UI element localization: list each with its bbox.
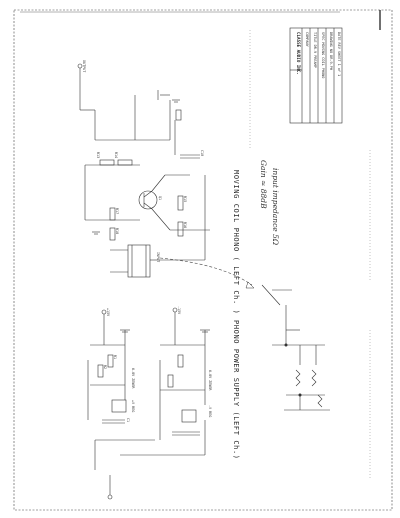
company-name: CLASSE AUDIO INC. xyxy=(296,32,301,75)
title-block-row-5: DATE REV SHEET 1 of 1 xyxy=(337,32,341,77)
title-block-row-2: TITLE DR-9 PREAMP xyxy=(313,32,317,68)
component-label: -V REG xyxy=(208,405,212,418)
title-block-row-1: COMPANY xyxy=(305,32,309,47)
component-label: R17 xyxy=(115,208,119,215)
component-label: R14 xyxy=(114,152,118,159)
component-label: OUTPUT xyxy=(82,60,86,73)
component-label: R1 xyxy=(113,355,117,360)
component-label: C1 xyxy=(126,418,130,423)
component-label: INPUT xyxy=(156,252,160,263)
component-label: 6.8V ZENER xyxy=(208,370,212,391)
title-block-row-4: DRAWING NO DR-9-PH xyxy=(329,32,333,70)
handwritten-sketch xyxy=(262,285,330,410)
gain-note: Gain ≈ 88dB xyxy=(259,160,268,209)
moving-coil-circuit xyxy=(78,64,210,277)
component-label: +V REG xyxy=(131,400,135,413)
component-label: R15 xyxy=(183,196,187,203)
arrow-head xyxy=(246,282,254,288)
component-label: R2 xyxy=(103,365,107,370)
component-label: R16 xyxy=(183,222,187,229)
power-supply-circuit xyxy=(88,308,210,499)
component-label: -15V xyxy=(177,306,181,315)
moving-coil-title: MOVING COIL PHONO ( LEFT Ch. ) xyxy=(232,170,240,315)
impedance-note: input impedance 5Ω xyxy=(271,168,280,246)
component-label: +15V xyxy=(106,308,110,317)
component-label: C10 xyxy=(200,150,204,157)
component-label: Q1 xyxy=(158,196,162,201)
power-supply-title: PHONO POWER SUPPLY (LEFT Ch.) xyxy=(232,320,240,460)
component-label: R13 xyxy=(96,152,100,159)
title-block-row-3: SPEC MOVING COIL PHONO xyxy=(321,32,325,79)
component-label: R18 xyxy=(115,228,119,235)
component-label: 6.8V ZENER xyxy=(131,368,135,389)
